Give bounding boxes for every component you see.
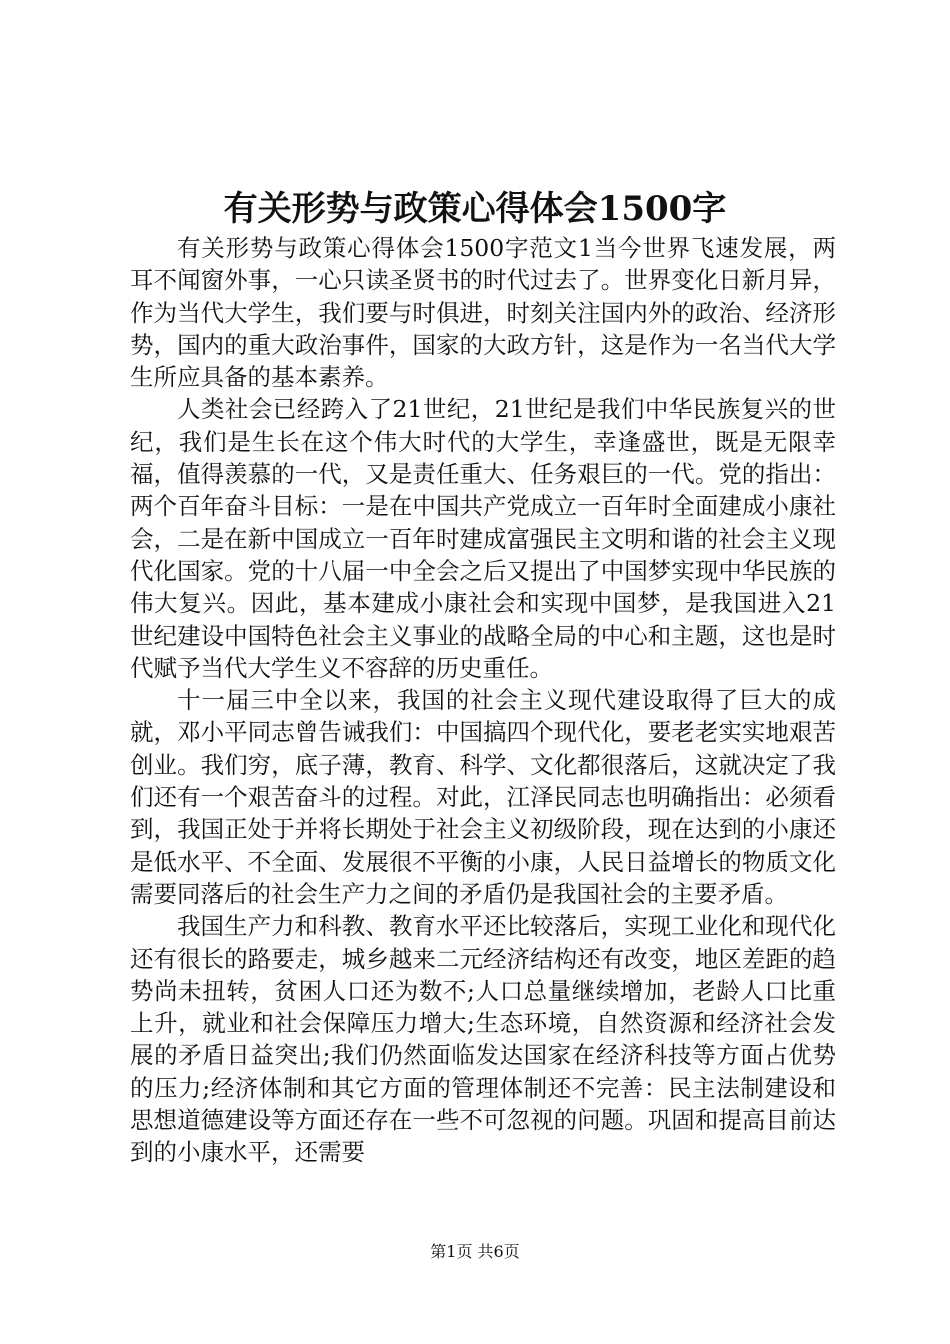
paragraph-3: 十一届三中全以来，我国的社会主义现代建设取得了巨大的成就，邓小平同志曾告诫我们：中国搞四个现代化，要老老实实地艰苦创业。我们穷，底子薄，教育、科学、文化都很落后，这就决定了我们还有一个艰苦奋斗的过程。对此，江泽民同志也明确指出：必须看到，我国正处于并将长期处于社会主义初级阶段，现在达到的小康还是低水平、不全面、发展很不平衡的小康，人民日益增长的物质文化需要同落后的社会生产力之间的矛盾仍是我国社会的主要矛盾。 — [130, 686, 836, 908]
paragraph-1: 有关形势与政策心得体会1500字范文1当今世界飞速发展，两耳不闻窗外事，一心只读圣贤书的时代过去了。世界变化日新月异，作为当代大学生，我们要与时俱进，时刻关注国内外的政治、经济形势，国内的重大政治事件，国家的大政方针，这是作为一名当代大学生所应具备的基本素养。 — [130, 234, 836, 392]
document-body — [130, 232, 836, 1169]
page-title: 有关形势与政策心得体会1500字 — [223, 189, 727, 229]
paragraph-4: 我国生产力和科教、教育水平还比较落后，实现工业化和现代化还有很长的路要走，城乡越来二元经济结构还有改变，地区差距的趋势尚未扭转，贫困人口还为数不;人口总量继续增加，老龄人口比重上升，就业和社会保障压力增大;生态环境，自然资源和经济社会发展的矛盾日益突出;我们仍然面临发达国家在经济科技等方面占优势的压力;经济体制和其它方面的管理体制还不完善：民主法制建设和思想道德建设等方面还存在一些不可忽视的问题。巩固和提高目前达到的小康水平，还需要 — [130, 912, 836, 1167]
page-number-footer: 第1页 共6页 — [430, 1242, 520, 1261]
paragraph-2: 人类社会已经跨入了21世纪，21世纪是我们中华民族复兴的世纪，我们是生长在这个伟大时代的大学生，幸逢盛世，既是无限幸福，值得羡慕的一代，又是责任重大、任务艰巨的一代。党的指出：两个百年奋斗目标：一是在中国共产党成立一百年时全面建成小康社会，二是在新中国成立一百年时建成富强民主文明和谐的社会主义现代化国家。党的十八届一中全会之后又提出了中国梦实现中华民族的伟大复兴。因此，基本建成小康社会和实现中国梦，是我国进入21世纪建设中国特色社会主义事业的战略全局的中心和主题，这也是时代赋予当代大学生义不容辞的历史重任。 — [130, 395, 836, 682]
